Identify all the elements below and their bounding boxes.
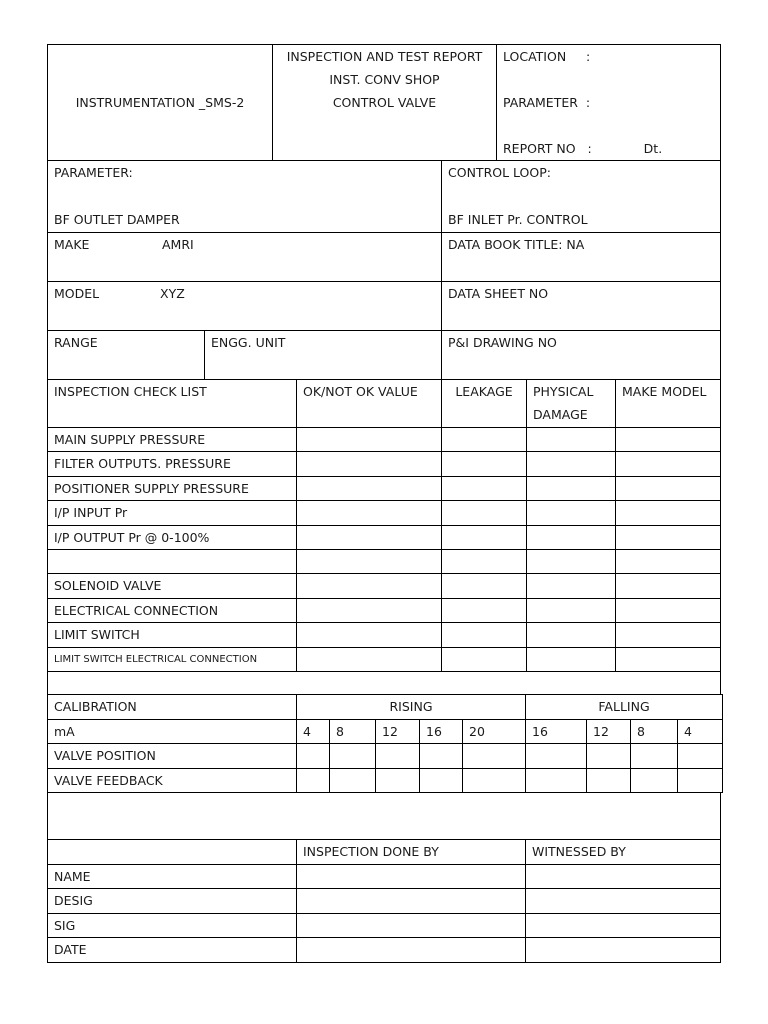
checklist-item-label: I/P INPUT Pr	[48, 501, 297, 526]
calibration-entry-cell[interactable]	[330, 744, 376, 769]
signoff-row-label: DATE	[48, 938, 297, 963]
checklist-entry-cell[interactable]	[527, 623, 616, 648]
checklist-header-make-model: MAKE MODEL	[616, 379, 721, 427]
parameter-cell	[48, 161, 442, 233]
checklist-entry-cell[interactable]	[297, 452, 442, 477]
signoff-entry-cell[interactable]	[297, 864, 526, 889]
checklist-entry-cell[interactable]	[442, 623, 527, 648]
data-book-title: DATA BOOK TITLE: NA	[442, 232, 721, 281]
checklist-entry-cell[interactable]	[297, 501, 442, 526]
report-no-label: REPORT NO :	[503, 141, 592, 156]
model-label: MODEL	[54, 285, 100, 301]
make-label: MAKE	[54, 236, 90, 252]
calibration-entry-cell[interactable]	[587, 768, 631, 793]
calibration-entry-cell[interactable]	[463, 768, 526, 793]
valve-position-label: VALVE POSITION	[48, 744, 297, 769]
calibration-entry-cell[interactable]	[297, 768, 330, 793]
signoff-row	[48, 938, 721, 963]
calibration-row	[48, 744, 723, 769]
inspection-checklist-table	[47, 379, 721, 696]
signoff-blank-header	[48, 840, 297, 865]
report-meta	[497, 45, 721, 161]
checklist-entry-cell[interactable]	[442, 452, 527, 477]
calibration-entry-cell[interactable]	[526, 768, 587, 793]
control-loop-cell	[442, 161, 721, 233]
range-label: RANGE	[48, 330, 205, 379]
checklist-item-label: ELECTRICAL CONNECTION	[48, 598, 297, 623]
checklist-entry-cell[interactable]	[297, 476, 442, 501]
checklist-entry-cell[interactable]	[442, 550, 527, 574]
checklist-item-label	[48, 550, 297, 574]
calibration-entry-cell[interactable]	[376, 768, 420, 793]
signoff-row	[48, 913, 721, 938]
checklist-item-label: POSITIONER SUPPLY PRESSURE	[48, 476, 297, 501]
department-name: INSTRUMENTATION _SMS-2	[48, 45, 273, 161]
checklist-entry-cell[interactable]	[616, 525, 721, 550]
checklist-entry-cell[interactable]	[442, 647, 527, 672]
checklist-item-label: SOLENOID VALVE	[48, 574, 297, 599]
signoff-row	[48, 864, 721, 889]
checklist-entry-cell[interactable]	[297, 598, 442, 623]
rising-ma-value: 16	[420, 719, 463, 744]
calibration-entry-cell[interactable]	[587, 744, 631, 769]
calibration-entry-cell[interactable]	[631, 768, 678, 793]
falling-ma-value: 12	[587, 719, 631, 744]
checklist-item-label: LIMIT SWITCH ELECTRICAL CONNECTION	[48, 647, 297, 672]
pi-drawing-no: P&I DRAWING NO	[442, 330, 721, 379]
model-value: XYZ	[160, 285, 185, 301]
falling-ma-value: 16	[526, 719, 587, 744]
calibration-label: CALIBRATION	[48, 695, 297, 720]
checklist-row	[48, 647, 721, 672]
checklist-entry-cell[interactable]	[616, 452, 721, 477]
location-label: LOCATION :	[503, 49, 591, 64]
checklist-entry-cell[interactable]	[527, 476, 616, 501]
checklist-header-ok: OK/NOT OK VALUE	[297, 379, 442, 427]
checklist-row	[48, 427, 721, 452]
signoff-entry-cell[interactable]	[297, 889, 526, 914]
ma-row	[48, 719, 723, 744]
checklist-header-damage: DAMAGE	[533, 407, 588, 422]
report-title-line-3: CONTROL VALVE	[332, 95, 437, 110]
checklist-entry-cell[interactable]	[616, 574, 721, 599]
checklist-entry-cell[interactable]	[297, 574, 442, 599]
checklist-entry-cell[interactable]	[442, 574, 527, 599]
signoff-entry-cell[interactable]	[297, 938, 526, 963]
signoff-row	[48, 889, 721, 914]
checklist-entry-cell[interactable]	[297, 647, 442, 672]
calibration-entry-cell[interactable]	[463, 744, 526, 769]
signoff-entry-cell[interactable]	[526, 913, 721, 938]
checklist-row	[48, 452, 721, 477]
checklist-entry-cell[interactable]	[527, 598, 616, 623]
rising-ma-value: 4	[297, 719, 330, 744]
checklist-entry-cell[interactable]	[527, 501, 616, 526]
date-label: Dt.	[643, 141, 663, 156]
checklist-entry-cell[interactable]	[442, 525, 527, 550]
spacer-row	[48, 672, 721, 695]
calibration-entry-cell[interactable]	[631, 744, 678, 769]
signoff-row-label: SIG	[48, 913, 297, 938]
witnessed-by-label: WITNESSED BY	[526, 840, 721, 865]
calibration-entry-cell[interactable]	[678, 744, 723, 769]
parameter-value: BF OUTLET DAMPER	[54, 212, 180, 227]
checklist-entry-cell[interactable]	[527, 647, 616, 672]
checklist-header-physical: PHYSICAL	[533, 383, 594, 399]
checklist-entry-cell[interactable]	[527, 427, 616, 452]
checklist-item-label: MAIN SUPPLY PRESSURE	[48, 427, 297, 452]
report-title	[273, 45, 497, 161]
checklist-entry-cell[interactable]	[616, 476, 721, 501]
calibration-entry-cell[interactable]	[420, 768, 463, 793]
signoff-entry-cell[interactable]	[526, 938, 721, 963]
checklist-entry-cell[interactable]	[616, 501, 721, 526]
checklist-entry-cell[interactable]	[616, 623, 721, 648]
rising-label: RISING	[297, 695, 526, 720]
falling-ma-value: 8	[631, 719, 678, 744]
checklist-entry-cell[interactable]	[616, 598, 721, 623]
checklist-entry-cell[interactable]	[442, 476, 527, 501]
signoff-row-label: DESIG	[48, 889, 297, 914]
calibration-entry-cell[interactable]	[678, 768, 723, 793]
checklist-entry-cell[interactable]	[297, 550, 442, 574]
checklist-entry-cell[interactable]	[616, 427, 721, 452]
report-header	[47, 44, 721, 161]
rising-ma-value: 20	[463, 719, 526, 744]
rising-ma-value: 12	[376, 719, 420, 744]
checklist-entry-cell[interactable]	[616, 647, 721, 672]
checklist-entry-cell[interactable]	[616, 550, 721, 574]
report-title-line-2: INST. CONV SHOP	[329, 72, 440, 87]
signoff-table	[47, 792, 721, 963]
checklist-entry-cell[interactable]	[527, 550, 616, 574]
model-cell	[48, 281, 442, 330]
checklist-header-leakage: LEAKAGE	[442, 379, 527, 427]
falling-ma-value: 4	[678, 719, 723, 744]
calibration-table	[47, 694, 723, 793]
checklist-entry-cell[interactable]	[297, 525, 442, 550]
checklist-entry-cell[interactable]	[442, 501, 527, 526]
valve-feedback-label: VALVE FEEDBACK	[48, 768, 297, 793]
checklist-entry-cell[interactable]	[527, 574, 616, 599]
checklist-row	[48, 476, 721, 501]
parameter-label: PARAMETER:	[54, 165, 133, 180]
checklist-header-physical-damage	[527, 379, 616, 427]
checklist-item-label: LIMIT SWITCH	[48, 623, 297, 648]
make-cell	[48, 232, 442, 281]
checklist-entry-cell[interactable]	[297, 623, 442, 648]
checklist-row	[48, 525, 721, 550]
checklist-item-label: FILTER OUTPUTS. PRESSURE	[48, 452, 297, 477]
remarks-box[interactable]	[48, 793, 721, 840]
calibration-entry-cell[interactable]	[330, 768, 376, 793]
calibration-entry-cell[interactable]	[376, 744, 420, 769]
inspection-report-form	[47, 44, 720, 963]
calibration-row	[48, 768, 723, 793]
checklist-entry-cell[interactable]	[527, 525, 616, 550]
control-loop-label: CONTROL LOOP:	[448, 165, 551, 180]
checklist-item-label: I/P OUTPUT Pr @ 0-100%	[48, 525, 297, 550]
checklist-entry-cell[interactable]	[297, 427, 442, 452]
ma-label: mA	[48, 719, 297, 744]
calibration-entry-cell[interactable]	[297, 744, 330, 769]
report-title-line-1: INSPECTION AND TEST REPORT	[286, 49, 483, 64]
checklist-entry-cell[interactable]	[442, 598, 527, 623]
valve-info-table	[47, 160, 721, 380]
control-loop-value: BF INLET Pr. CONTROL	[448, 212, 588, 227]
checklist-row	[48, 574, 721, 599]
rising-ma-value: 8	[330, 719, 376, 744]
checklist-header-item: INSPECTION CHECK LIST	[48, 379, 297, 427]
signoff-row-label: NAME	[48, 864, 297, 889]
checklist-row	[48, 623, 721, 648]
data-sheet-no: DATA SHEET NO	[442, 281, 721, 330]
checklist-entry-cell[interactable]	[527, 452, 616, 477]
checklist-entry-cell[interactable]	[442, 427, 527, 452]
signoff-entry-cell[interactable]	[526, 864, 721, 889]
signoff-entry-cell[interactable]	[297, 913, 526, 938]
checklist-row	[48, 501, 721, 526]
signoff-entry-cell[interactable]	[526, 889, 721, 914]
checklist-row	[48, 550, 721, 574]
falling-label: FALLING	[526, 695, 723, 720]
calibration-entry-cell[interactable]	[526, 744, 587, 769]
parameter-header-label: PARAMETER :	[503, 95, 591, 110]
calibration-entry-cell[interactable]	[420, 744, 463, 769]
inspection-done-by-label: INSPECTION DONE BY	[297, 840, 526, 865]
make-value: AMRI	[162, 236, 194, 252]
engg-unit-label: ENGG. UNIT	[205, 330, 442, 379]
checklist-row	[48, 598, 721, 623]
